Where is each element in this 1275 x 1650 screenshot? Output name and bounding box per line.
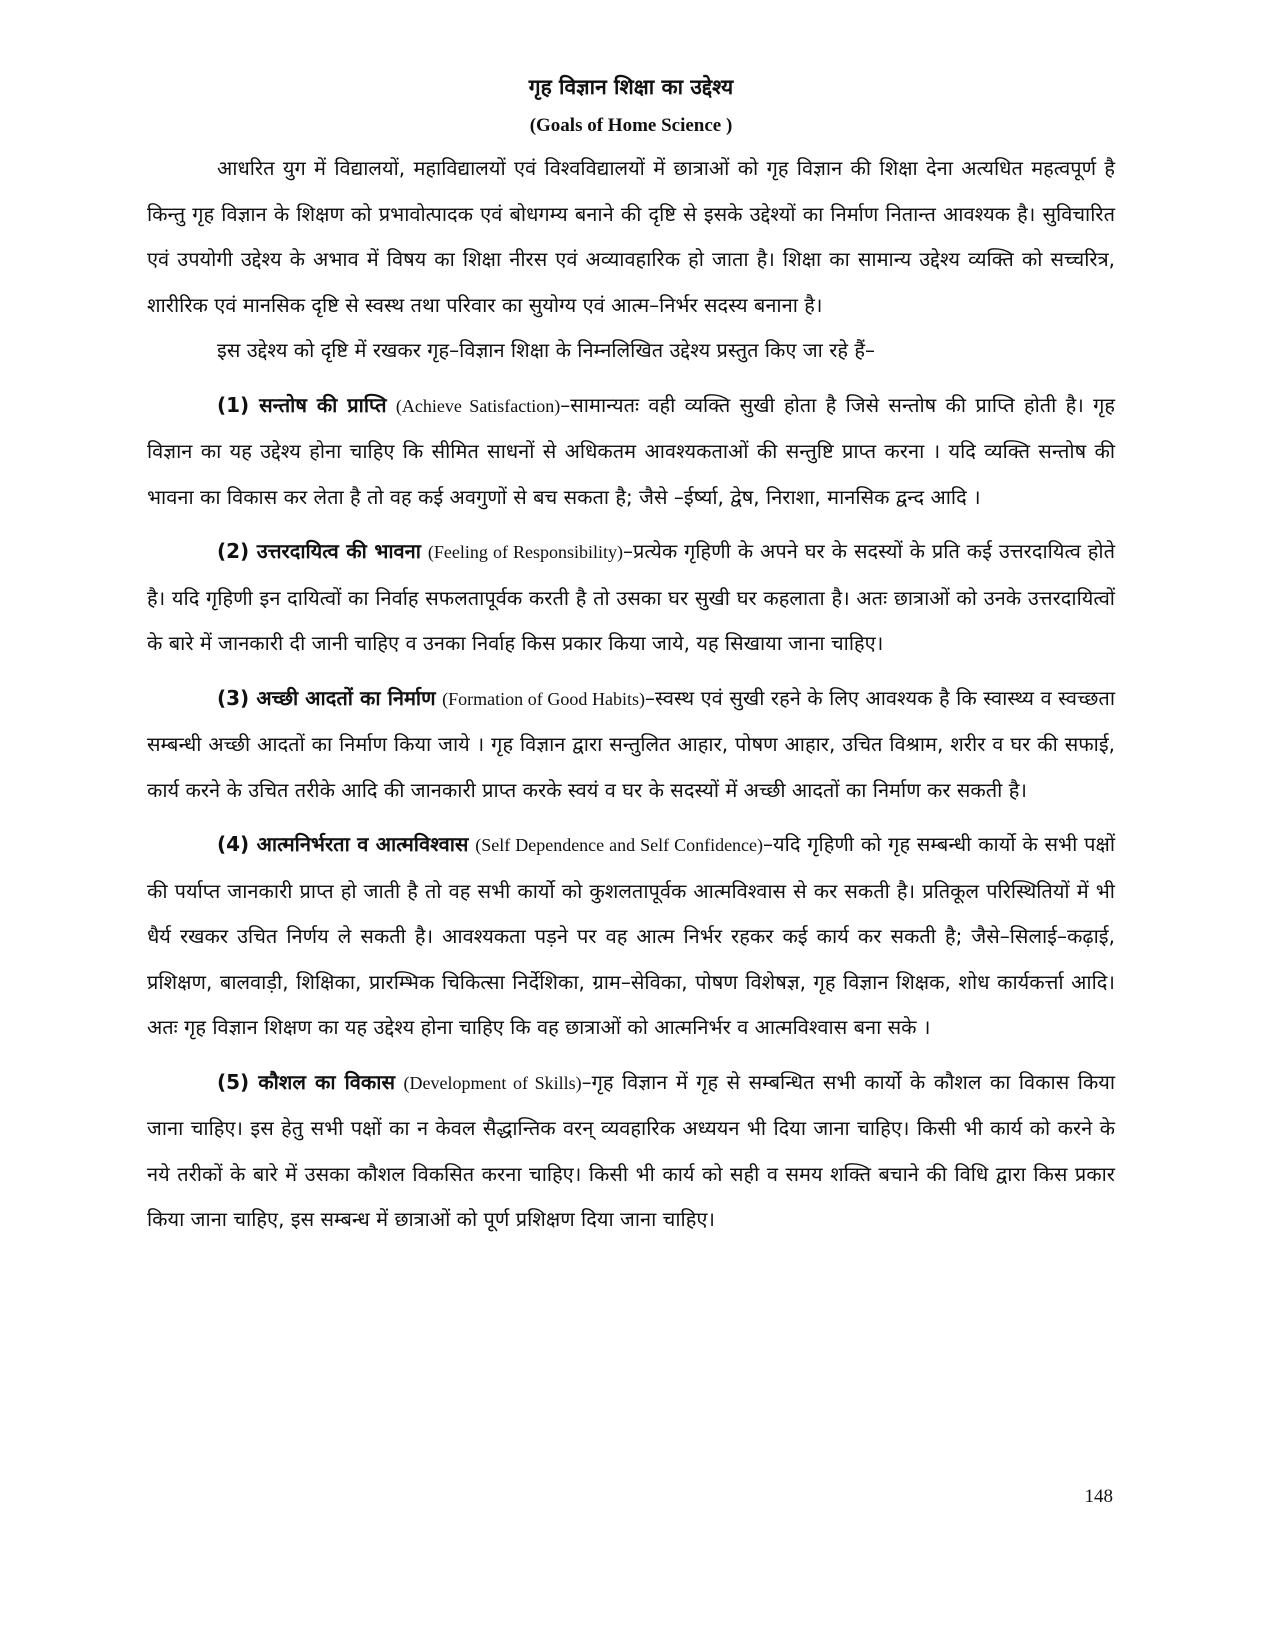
goal-text-5: –गृह विज्ञान में गृह से सम्बन्धित सभी कार्यो के कौशल का विकास किया जाना चाहिए। इस हेतु सभी पक्षों का न केवल सैद्धान्तिक वरन् व्यवहारिक अध्ययन भी दिया जाना चाहिए। किसी भी कार्य को करने के नये तरीकों के बारे में उसका कौशल विकसित करना चाहिए। किसी भी कार्य को सही व समय शक्ति बचाने की विधि द्वारा किस प्रकार किया जाना चाहिए, इस सम्बन्ध में छात्राओं को पूर्ण प्रशिक्षण दिया जाना चाहिए।	[147, 1069, 1116, 1231]
goal-english-2: (Feeling of Responsibility)	[427, 542, 624, 562]
goal-heading-3: (3) अच्छी आदतों का निर्माण	[217, 685, 436, 710]
goal-text-3: –स्वस्थ एवं सुखी रहने के लिए आवश्यक है कि स्वास्थ्य व स्वच्छता सम्बन्धी अच्छी आदतों का निर्माण किया जाये । गृह विज्ञान द्वारा सन्तुलित आहार, पोषण आहार, उचित विश्राम, शरीर व घर की सफाई, कार्य करने के उचित तरीके आदि की जानकारी प्राप्त करके स्वयं व घर के सदस्यों में अच्छी आदतों का निर्माण कर सकती है।	[147, 685, 1115, 802]
goal-heading-1: (1) सन्तोष की प्राप्ति	[217, 392, 387, 417]
goal-heading-5: (5) कौशल का विकास	[217, 1069, 395, 1094]
goal-heading-2: (2) उत्तरदायित्व की भावना	[217, 539, 421, 563]
goal-paragraph-3	[147, 676, 1115, 814]
goal-english-1: (Achieve Satisfaction)	[395, 395, 561, 416]
goal-text-1: –सामान्यतः वही व्यक्ति सुखी होता है जिसे सन्तोष की प्राप्ति होती है। गृह विज्ञान का यह उद्देश्य होना चाहिए कि सीमित साधनों से अधिकतम आवश्यकताओं की सन्तुष्टि प्राप्त करना । यदि व्यक्ति सन्तोष की भावना का विकास कर लेता है तो वह कई अवगुणों से बच सकता है; जैसे –ईर्ष्या, द्वेष, निराशा, मानसिक द्वन्द आदि ।	[147, 392, 1116, 509]
goal-paragraph-2	[147, 529, 1115, 667]
goal-paragraph-5	[147, 1060, 1115, 1243]
goal-paragraph-1	[147, 383, 1115, 521]
page-number: 148	[1084, 1486, 1113, 1507]
goal-text-2: –प्रत्येक गृहिणी के अपने घर के सदस्यों के प्रति कई उत्तरदायित्व होते है। यदि गृहिणी इन दायित्वों का निर्वाह सफलतापूर्वक करती है तो उसका घर सुखी घर कहलाता है। अतः छात्राओं को उनके उत्तरदायित्वों के बारे में जानकारी दी जानी चाहिए व उनका निर्वाह किस प्रकार किया जाये, यह सिखाया जाना चाहिए।	[147, 539, 1115, 655]
goal-heading-4: (4) आत्मनिर्भरता व आत्मविश्वास	[217, 832, 469, 856]
page-subtitle: (Goals of Home Science )	[529, 115, 733, 136]
goal-english-3: (Formation of Good Habits)	[442, 688, 646, 709]
intro-lead-paragraph: इस उद्देश्य को दृष्टि में रखकर गृह–विज्ञान शिक्षा के निम्नलिखित उद्देश्य प्रस्तुत किए जा रहे हैं–	[217, 338, 875, 362]
intro-paragraph: आधरित युग में विद्यालयों, महाविद्यालयों एवं विश्वविद्यालयों में छात्राओं को गृह विज्ञान की शिक्षा देना अत्यधित महत्वपूर्ण है किन्तु गृह विज्ञान के शिक्षण को प्रभावोत्पादक एवं बोधगम्य बनाने की दृष्टि से इसके उद्देश्यों का निर्माण नितान्त आवश्यक है। सुविचारित एवं उपयोगी उद्देश्य के अभाव में विषय का शिक्षा नीरस एवं अव्यावहारिक हो जाता है। शिक्षा का सामान्य उद्देश्य व्यक्ति को सच्चरित्र, शारीरिक एवं मानसिक दृष्टि से स्वस्थ तथा परिवार का सुयोग्य एवं आत्म–निर्भर सदस्य बनाना है।	[147, 156, 1115, 317]
goal-paragraph-4	[147, 822, 1115, 1051]
page-title: गृह विज्ञान शिक्षा का उद्देश्य	[528, 75, 734, 99]
goal-text-4: –यदि गृहिणी को गृह सम्बन्धी कार्यो के सभी पक्षों की पर्याप्त जानकारी प्राप्त हो जाती है तो वह सभी कार्यो को कुशलतापूर्वक आत्मविश्वास से कर सकती है। प्रतिकूल परिस्थितियों में भी धैर्य रखकर उचित निर्णय ले सकती है। आवश्यकता पड़ने पर वह आत्म निर्भर रहकर कई कार्य कर सकती है; जैसे–सिलाई–कढ़ाई, प्रशिक्षण, बालवाड़ी, शिक्षिका, प्रारम्भिक चिकित्सा निर्देशिका, ग्राम–सेविका, पोषण विशेषज्ञ, गृह विज्ञान शिक्षक, शोध कार्यकर्त्ता आदि। अतः गृह विज्ञान शिक्षण का यह उद्देश्य होना चाहिए कि वह छात्राओं को आत्मनिर्भर व आत्मविश्वास बना सके ।	[147, 832, 1116, 1039]
goal-english-5: (Development of Skills)	[403, 1072, 582, 1093]
goal-english-4: (Self Dependence and Self Confidence)	[475, 835, 764, 855]
